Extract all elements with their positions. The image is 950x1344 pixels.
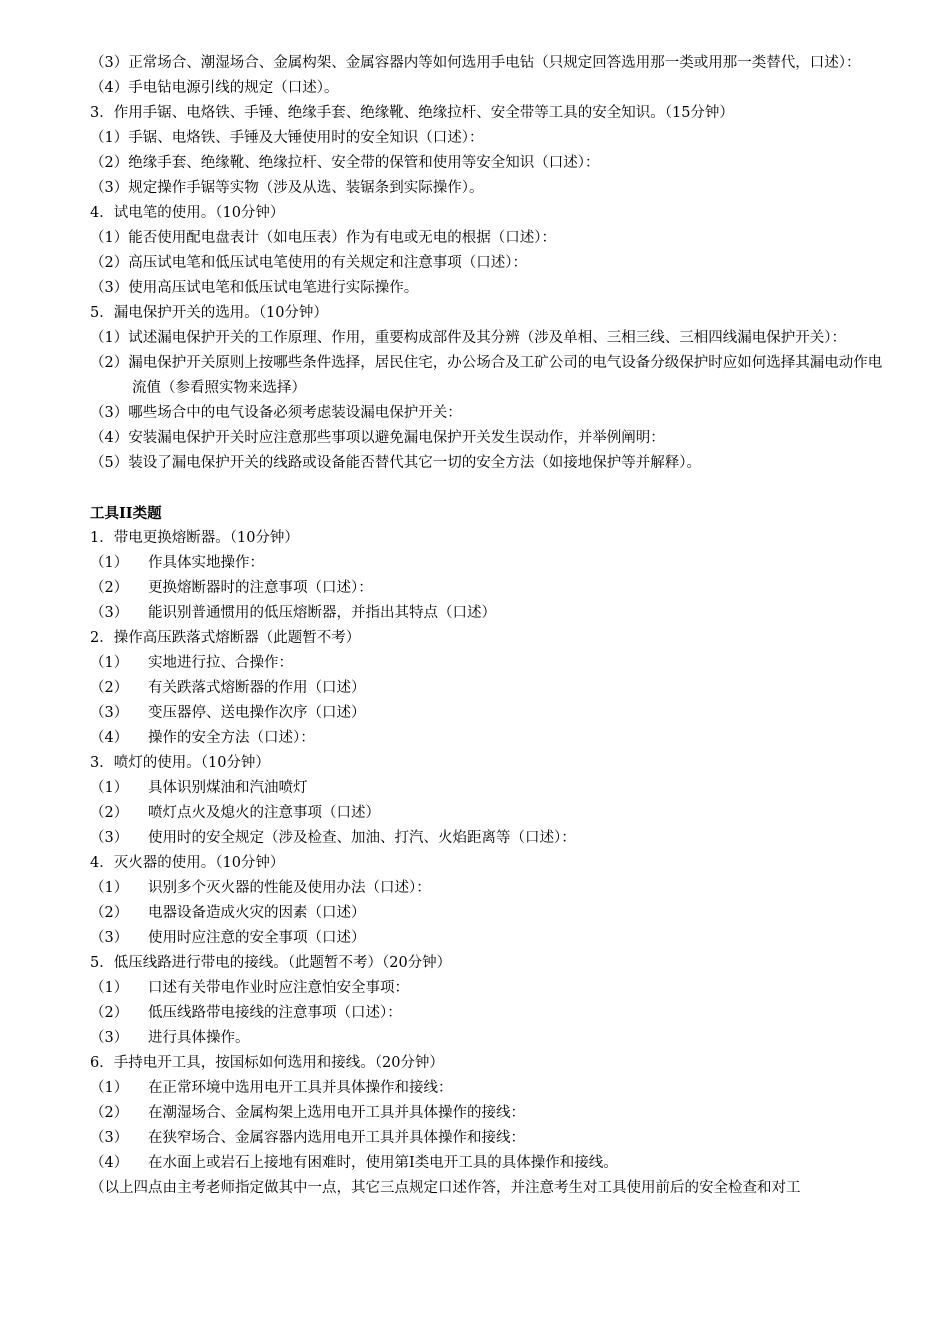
sub-item-text: 电器设备造成火灾的因素（口述） [148,905,366,921]
text-line: （2）绝缘手套、绝缘靴、绝缘拉杆、安全带的保管和使用等安全知识（口述）： [90,155,600,171]
section-tools-ii [90,501,925,1201]
text-line: 3．作用手锯、电烙铁、手锤、绝缘手套、绝缘靴、绝缘拉杆、安全带等工具的安全知识。（15分钟） [90,105,734,121]
sub-item-text: 在正常环境中选用电开工具并具体操作和接线： [148,1080,453,1096]
text-line: （3）哪些场合中的电气设备必须考虑装设漏电保护开关： [90,405,462,421]
question-title: 4．灭火器的使用。（10分钟） [90,855,285,871]
sub-item [90,826,925,851]
question-title: 5．低压线路进行带电的接线。（此题暂不考）（20分钟） [90,955,452,971]
sub-item [90,726,925,751]
sub-item [90,776,925,801]
sub-item-number: （3） [90,605,129,621]
text-line: （5）装设了漏电保护开关的线路或设备能否替代其它一切的安全方法（如接地保护等并解释）。 [90,455,701,471]
text-line: （3）规定操作手锯等实物（涉及从选、装锯条到实际操作）。 [90,180,484,196]
sub-item [90,576,925,601]
sub-item [90,1151,925,1176]
text-line: （2）漏电保护开关原则上按哪些条件选择，居民住宅，办公场合及工矿公司的电气设备分级保护时应如何选择其漏电动作电 [90,355,883,371]
sub-item-text: 作具体实地操作： [148,555,264,571]
sub-item-number: （2） [90,680,129,696]
sub-item-text: 更换熔断器时的注意事项（口述）： [148,580,373,596]
text-line: 5．漏电保护开关的选用。（10分钟） [90,305,328,321]
sub-item-number: （2） [90,1105,129,1121]
document-page [90,51,925,1201]
sub-item-number: （2） [90,805,129,821]
text-line: （4）手电钻电源引线的规定（口述）。 [90,80,339,96]
question-title: 1．带电更换熔断器。（10分钟） [90,530,299,546]
sub-item [90,651,925,676]
sub-item [90,901,925,926]
sub-item-number: （1） [90,780,129,796]
text-line: （2）高压试电笔和低压试电笔使用的有关规定和注意事项（口述）： [90,255,527,271]
text-line: （1）手锯、电烙铁、手锤及大锤使用时的安全知识（口述）： [90,130,484,146]
sub-item-number: （1） [90,655,129,671]
sub-item-number: （4） [90,730,129,746]
sub-item-text: 进行具体操作。 [148,1030,250,1046]
sub-item-text: 口述有关带电作业时应注意怕安全事项： [148,980,409,996]
sub-item-number: （4） [90,1155,129,1171]
sub-item [90,1101,925,1126]
text-line: （3）正常场合、潮湿场合、金属构架、金属容器内等如何选用手电钻（只规定回答选用那一类或用那一类替代，口述）： [90,55,861,71]
text-line: （1）试述漏电保护开关的工作原理、作用，重要构成部件及其分辨（涉及单相、三相三线、三相四线漏电保护开关）： [90,330,846,346]
sub-item [90,601,925,626]
sub-item-number: （3） [90,930,129,946]
sub-item-text: 在水面上或岩石上接地有困难时，使用第I类电开工具的具体操作和接线。 [148,1155,618,1171]
sub-item-text: 在潮湿场合、金属构架上选用电开工具并具体操作的接线： [148,1105,525,1121]
sub-item-text: 能识别普通惯用的低压熔断器，并指出其特点（口述） [148,605,496,621]
sub-item [90,1126,925,1151]
sub-item-text: 识别多个灭火器的性能及使用办法（口述）： [148,880,431,896]
footer-note: （以上四点由主考老师指定做其中一点，其它三点规定口述作答，并注意考生对工具使用前后的安全检查和对工 [90,1180,801,1196]
sub-item [90,801,925,826]
sub-item-number: （2） [90,580,129,596]
section-tools-i-continued [90,51,925,476]
question-title: 6．手持电开工具，按国标如何选用和接线。（20分钟） [90,1055,444,1071]
sub-item-text: 在狭窄场合、金属容器内选用电开工具并具体操作和接线： [148,1130,525,1146]
question-title: 3．喷灯的使用。（10分钟） [90,755,270,771]
sub-item-text: 使用时应注意的安全事项（口述） [148,930,366,946]
sub-item [90,976,925,1001]
sub-item-text: 低压线路带电接线的注意事项（口述）： [148,1005,402,1021]
sub-item-number: （3） [90,1130,129,1146]
sub-item-text: 有关跌落式熔断器的作用（口述） [148,680,366,696]
sub-item [90,551,925,576]
text-line: （4）安装漏电保护开关时应注意那些事项以避免漏电保护开关发生误动作，并举例阐明： [90,430,665,446]
section-heading: 工具II类题 [90,505,162,522]
text-line: 流值（参看照实物来选择） [132,380,306,396]
sub-item-number: （3） [90,705,129,721]
sub-item-text: 实地进行拉、合操作： [148,655,293,671]
sub-item-text: 操作的安全方法（口述）： [148,730,315,746]
sub-item-number: （1） [90,555,129,571]
sub-item-number: （1） [90,880,129,896]
sub-item [90,1026,925,1051]
sub-item [90,926,925,951]
sub-item [90,876,925,901]
sub-item [90,1001,925,1026]
sub-item [90,701,925,726]
text-line: 4．试电笔的使用。（10分钟） [90,205,285,221]
question-title: 2．操作高压跌落式熔断器（此题暂不考） [90,630,361,646]
text-line: （1）能否使用配电盘表计（如电压表）作为有电或无电的根据（口述）： [90,230,556,246]
sub-item-text: 使用时的安全规定（涉及检查、加油、打汽、火焰距离等（口述）： [148,830,576,846]
sub-item-number: （3） [90,1030,129,1046]
sub-item [90,676,925,701]
sub-item [90,1076,925,1101]
sub-item-text: 具体识别煤油和汽油喷灯 [148,780,308,796]
text-line: （3）使用高压试电笔和低压试电笔进行实际操作。 [90,280,419,296]
sub-item-number: （1） [90,980,129,996]
sub-item-number: （2） [90,905,129,921]
sub-item-number: （3） [90,830,129,846]
sub-item-number: （1） [90,1080,129,1096]
sub-item-text: 变压器停、送电操作次序（口述） [148,705,366,721]
sub-item-text: 喷灯点火及熄火的注意事项（口述） [148,805,380,821]
sub-item-number: （2） [90,1005,129,1021]
